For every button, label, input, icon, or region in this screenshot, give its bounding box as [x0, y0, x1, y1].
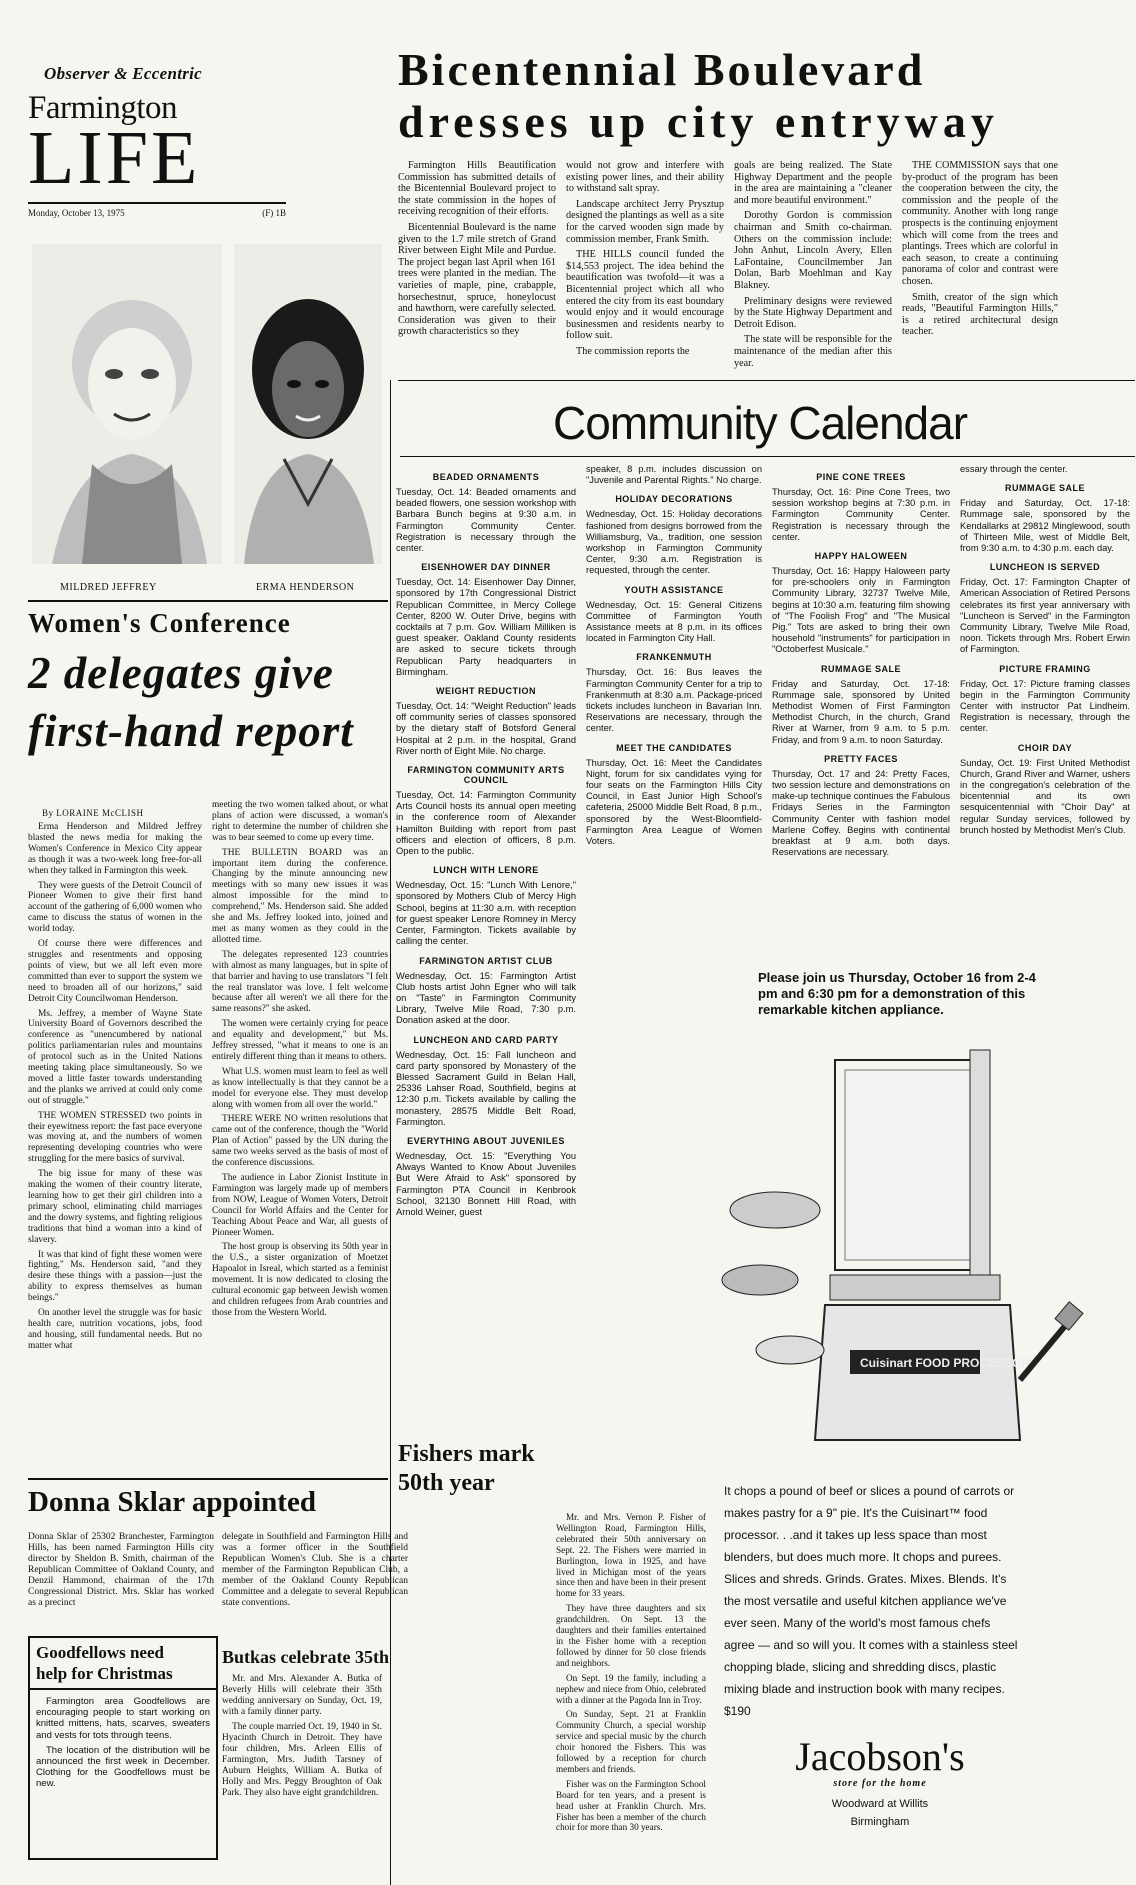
event-title: YOUTH ASSISTANCE	[624, 584, 724, 595]
event-description: Tuesday, Oct. 14: Farmington Community Arts Council hosts its annual open meeting in the conference room of Alexander Hamilton Building with report from past officers and election of officers, 8 p.m. Open to the public.	[396, 790, 576, 857]
masthead	[28, 50, 288, 210]
portrait-jeffrey	[32, 244, 222, 564]
event-continued-text: essary through the center.	[960, 464, 1068, 474]
womens-col2	[212, 800, 388, 1462]
event-title: BEADED ORNAMENTS	[432, 472, 540, 482]
ad-invitation: Please join us Thursday, October 16 from 2-4 pm and 6:30 pm for a demonstration of this remarkable kitchen appliance.	[758, 970, 1036, 1017]
page-number: (F) 1B	[262, 208, 286, 218]
goodfellows-box	[28, 1636, 218, 1860]
ad-store-tagline: store for the home	[833, 1778, 927, 1789]
paper-name: Observer & Eccentric	[44, 64, 203, 83]
paragraph: The state will be responsible for the maintenance of the median after this year.	[734, 334, 892, 369]
event-title: LUNCHEON IS SERVED	[989, 562, 1101, 573]
event-description: Wednesday, Oct. 15: Farmington Artist Club hosts artist John Egner who will talk on "Taste" in Farmington Community Library, Twelve Mile Road, 7:30 p.m. Donation asked at the door.	[396, 970, 576, 1026]
paragraph: On Sunday, Sept. 21 at Franklin Community Church, a special worship service and special music by the church choir honored the Fishers. This was followed by a reception for church members and friends.	[556, 1709, 706, 1774]
bicentennial-col2	[566, 160, 724, 372]
paragraph: Fisher was on the Farmington School Board for ten years, and a present is head usher at Franklin Church. Mrs. Fisher has been a member of the church choir for more than 30 years.	[556, 1778, 706, 1833]
bicentennial-col1	[398, 160, 556, 372]
womens-headline	[28, 644, 388, 774]
paragraph: Erma Henderson and Mildred Jeffrey blasted the news media for making the Women's Conference in Mexico City appear as though it was a two-week long free-for-all when they talked in Farmington this week.	[28, 822, 202, 876]
paragraph: The delegates represented 123 countries with almost as many languages, but in spite of that barrier and having to use translators "I felt the real translator was love. I felt welcome because after all weren't we all there for the same reasons?" she asked.	[212, 949, 388, 1015]
paragraph: THE BULLETIN BOARD was an important item during the conference. Changing by the minute announcing new meetings with so many new issues it was almost impossible for the mind to comprehend," Ms. Henderson said. She added she and Ms. Jeffrey looked into, joined and met as many women as they could in the allotted time.	[212, 847, 388, 945]
paragraph: The audience in Labor Zionist Institute in Farmington was largely made up of members from NOW, League of Women Voters, Detroit Council for World Affairs and the Center for Teaching About Peace and War, all guests of Pioneer Women.	[212, 1173, 388, 1238]
event-title: FRANKENMUTH	[636, 652, 712, 663]
event-title: CHOIR DAY	[1017, 742, 1073, 753]
event-title: MEET THE CANDIDATES	[616, 742, 732, 753]
event-description: Thursday, Oct. 16: Pine Cone Trees, two session workshop begins at 7:30 p.m. in Farmington Community Center. Registration is necessary through the center.	[772, 487, 950, 542]
section-name-line2: LIFE	[28, 116, 201, 200]
paragraph: Mr. and Mrs. Alexander A. Butka of Beverly Hills will celebrate their 35th wedding anniversary on Sunday, Oct. 19, with a family dinner party.	[222, 1674, 382, 1717]
fishers-body	[556, 1512, 706, 1852]
paragraph: Dorothy Gordon is commission chairman and Smith co-chairman. Others on the commission include: John Anhut, Lincoln Avery, Ellen LaFontaine, Councilmember Jan Dolan, Barb Moehlman and Kay Blakney.	[734, 210, 892, 291]
calendar-col2	[586, 464, 762, 847]
bicentennial-col4	[902, 160, 1058, 372]
paragraph: THE COMMISSION says that one by-product of the program has been the cooperation between the city, the commission and the people of the community. Another with long range prospects is the continuing enjoyment which will come from the trees and plantings. Trees which are colorful in each season, to create a continuing panorama of color and contrast were chosen.	[902, 160, 1058, 287]
womens-kicker: Women's Conference	[28, 608, 291, 638]
womens-col1	[28, 822, 202, 1462]
goodfellows-body	[30, 1690, 216, 1800]
paragraph: They have three daughters and six grandchildren. On Sept. 13 the daughters and their families entertained in the Fisher home with a reception followed by dinner for 50 close friends and neighbors.	[556, 1603, 706, 1668]
paragraph: The big issue for many of these was making the women of their country literate, learning how to get their girl children into a primary school, eliminating child marriages and the dowry systems, and fighting religious traditions that bind a woman into a kind of slavery.	[28, 1169, 202, 1245]
sklar-para1: Donna Sklar of 25302 Branchester, Farmington Hills, has been named Farmington Hills city director by Sheldon B. Smith, chairman of the Republican Committee of Oakland County, and Denzil Hammond, chairman of the 17th Congressional District. Mrs. Sklar has worked as a precinct	[28, 1532, 214, 1608]
ad-address1: Woodward at Willits	[831, 1798, 929, 1810]
ad-store-logo: Jacobson's	[795, 1734, 965, 1779]
event-description: Wednesday, Oct. 15: Fall luncheon and card party sponsored by Monastery of the Blessed Sacrament Guild in Belan Hall, 25336 Lahser Road, Southfield, begins at 12:30 p.m. Tickets available by calling the monastery, 28575 Middle Belt Road, Farmington.	[396, 1049, 576, 1127]
event-title: PRETTY FACES	[824, 753, 898, 764]
paragraph: Mr. and Mrs. Vernon P. Fisher of Wellington Road, Farmington Hills, celebrated their 50th anniversary on Sept. 22. The Fishers were married in Burlington, Iowa in 1925, and have lived in Michigan most of the years since then and have been in their present home for 33 years.	[556, 1512, 706, 1599]
paragraph: On Sept. 19 the family, including a nephew and niece from Ohio, celebrated with a dinner at the Pagoda Inn in Troy.	[556, 1672, 706, 1705]
event-title: EVERYTHING ABOUT JUVENILES	[407, 1135, 565, 1146]
headline-line1: Bicentennial Boulevard	[398, 44, 926, 95]
calendar-title: Community Calendar	[552, 397, 968, 449]
event-title: FARMINGTON ARTIST CLUB	[419, 955, 553, 966]
portrait-henderson	[234, 244, 382, 564]
caption-mildred-jeffrey: MILDRED JEFFREY	[60, 582, 157, 593]
event-description: Thursday, Oct. 16: Meet the Candidates Night, forum for six candidates vying for four seats on the Farmington Hills City Council, in East Junior High School's cafeteria, 25000 Middle Belt Road, 8 p.m., sponsored by the West-Bloomfield-Farmington Area League of Women Voters.	[586, 757, 762, 847]
paragraph: Preliminary designs were reviewed by the State Highway Department and Detroit Edison.	[734, 295, 892, 330]
paragraph: Farmington Hills Beautification Commission has submitted details of the Bicentennial Boulevard project to the state commission in the hopes of receiving recognition of their efforts.	[398, 160, 556, 218]
womens-headline-line1: 2 delegates give	[28, 648, 334, 698]
sklar-col2	[222, 1532, 408, 1622]
butkas-headline: Butkas celebrate 35th	[222, 1647, 389, 1667]
butkas-body	[222, 1674, 382, 1854]
event-description: Thursday, Oct. 17 and 24: Pretty Faces, two session lecture and demonstrations on make-up technique continues the Fabulous Fridays Series in the Farmington Community Center with fashion model Marlene Coffey. Begins with continental breakfast at 9 a.m. both days. Reservations are necessary.	[772, 768, 950, 858]
paragraph: Smith, creator of the sign which reads, "Beautiful Farmington Hills," is a retired architectural design teacher.	[902, 291, 1058, 338]
paragraph: Ms. Jeffrey, a member of Wayne State University Board of Governors described the conference as "unencumbered by national politics parliamentarian rules and mountains of protocol such as in the United Nations meeting taking place simultaneously. So we moved a little faster towards understanding and the planks we arrived at could only come out of struggle."	[28, 1008, 202, 1106]
paragraph: meeting the two women talked about, or what plans of action were discussed, a woman's right to determine the number of children she was to bear seemed to come up every time.	[212, 800, 388, 843]
sklar-col1	[28, 1532, 214, 1622]
machine-label: Cuisinart FOOD PROCESSOR	[860, 1356, 1031, 1370]
goodfellows-headline	[30, 1638, 216, 1690]
paragraph: It was that kind of fight these women were fighting," Ms. Henderson said, "and they desire these things with a passion—just the ability to express themselves as human beings."	[28, 1249, 202, 1304]
ad-address2: Birmingham	[850, 1816, 910, 1828]
paragraph: THE HILLS council funded the $14,553 project. The idea behind the beautification was twofold—it was a Bicentennial project which all who entered the city from its east boundary would enjoy and it would encourage businessmen and residents nearby to follow suit.	[566, 249, 724, 342]
bicentennial-col3	[734, 160, 892, 372]
event-title: PINE CONE TREES	[816, 472, 906, 482]
fishers-headline-line1: Fishers mark	[398, 1441, 535, 1467]
bicentennial-rule	[398, 380, 1135, 381]
event-description: Wednesday, Oct. 15: "Lunch With Lenore," sponsored by Mothers Club of Mercy High School, begins at 11:30 a.m. with reception for guest speaker Lenore Romney in Mercy Center, Farmington. Tickets available by calling the center.	[396, 880, 576, 947]
photo-mildred-jeffrey	[32, 244, 222, 564]
paragraph: They were guests of the Detroit Council of Pioneer Women to give their first hand account of the gathering of 6,000 women who came to discuss the status of women in the world today.	[28, 880, 202, 935]
event-title: PICTURE FRAMING	[999, 663, 1091, 674]
food-processor-illustration	[720, 1050, 1080, 1470]
calendar-col4	[960, 464, 1130, 844]
event-description: Tuesday, Oct. 14: "Weight Reduction" leads off community series of classes sponsored by the dietary staff of Botsford General Hospital at 2 p.m. in the hospital, Grand River north of Eight Mile. No charge.	[396, 701, 576, 756]
caption-erma-henderson: ERMA HENDERSON	[256, 582, 355, 593]
event-description: Friday, Oct. 17: Farmington Chapter of American Association of Retired Persons celebrates its first year anniversary with "Luncheon is Served" in the Farmington Community Library, Twelve Mile Road, noon. Tickets through Mrs. Robert Erwin of Farmington.	[960, 577, 1130, 655]
paragraph: THE WOMEN STRESSED two points in their eyewitness report: the fast pace everyone was moving at, and the numbers of women representing developing countries who were struggling for the mere basics of survival.	[28, 1110, 202, 1165]
event-description: Tuesday, Oct. 14: Eisenhower Day Dinner, sponsored by 17th Congressional District Republican Committee, in Mercy College Center, 8200 W. Outer Drive, begins with cocktails at 7 p.m. Gov. William Milliken is guest speaker. Oakland County residents are asked to secure tickets through Republican Party headquarters in Birmingham.	[396, 577, 576, 677]
event-description: Thursday, Oct. 16: Happy Haloween party for pre-schoolers only in Farmington Community Library, 32737 Twelve Mile, begins at 10:30 a.m. featuring film showing of "The Foolish Frog" and "The Musical Pig." Tots are asked to bring their own household "instruments" for participation in "Octoberfest Musicale."	[772, 566, 950, 655]
paragraph: The commission reports the	[576, 345, 690, 357]
event-description: Tuesday, Oct. 14: Beaded ornaments and beaded flowers, one session workshop with Barbara Bunch begins at 9:30 a.m. in Farmington Community Center. Registration is necessary through the center.	[396, 487, 576, 554]
event-description: Friday, Oct. 17: Picture framing classes begin in the Farmington Community Center with instructor Pat Lindheim. Registration is necessary, through the center.	[960, 678, 1130, 734]
womens-byline: By LORAINE McCLISH	[42, 808, 144, 818]
issue-date: Monday, October 13, 1975	[28, 208, 125, 218]
paragraph: would not grow and interfere with existing power lines, and their ability to withstand salt spray.	[566, 160, 724, 195]
bicentennial-headline	[398, 44, 1058, 154]
calendar-col3	[772, 464, 950, 858]
event-continued-text: speaker, 8 p.m. includes discussion on "Juvenile and Parental Rights." No charge.	[586, 464, 762, 486]
section-name-line1: Farmington	[28, 90, 177, 126]
event-description: Sunday, Oct. 19: First United Methodist Church, Grand River and Warner, ushers in the congregation's celebration of the bicentennial and its own sesquicentennial with "Choir Day" at regular Sunday services, followed by brunch hosted by Methodist Men's Club.	[960, 757, 1130, 835]
paragraph: THERE WERE NO written resolutions that came out of the conference, though the "World Plan of Action" passed by the UN during the same two weeks served as the basis of most of the conference discussions.	[212, 1114, 388, 1169]
paragraph: Farmington area Goodfellows are encouraging people to start working on knitted mittens, hats, scarves, sweaters and vests for tots through teens.	[36, 1696, 210, 1741]
event-description: Friday and Saturday, Oct. 17-18: Rummage sale, sponsored by United Methodist Women of First Farmington Methodist Church, in the church, Grand River at Warner, from 9 a.m. to 5 p.m. Friday, and from 9 a.m. to noon Saturday.	[772, 678, 950, 745]
event-description: Wednesday, Oct. 15: "Everything You Always Wanted to Know About Juveniles But Were Afraid to Ask" sponsored by Farmington PTA Council in Kenbrook School, 32130 Bonnett Hill Road, with Arnold Weiner, guest	[396, 1150, 576, 1217]
paragraph: goals are being realized. The State Highway Department and the people in the area are maintaining a "cleaner and more beautiful environment."	[734, 160, 892, 206]
fishers-headline-line2: 50th year	[398, 1470, 495, 1496]
masthead-dateline	[28, 206, 286, 222]
fishers-headline	[398, 1440, 588, 1510]
cuisinart-ad	[700, 970, 1130, 1850]
paragraph: Bicentennial Boulevard is the name given to the 1.7 mile stretch of Grand River between Eight Mile and Purdue. The project began last April when 161 trees were planted in the median. The varieties of maple, pine, crabapple, horsechestnut, spruce, honeylocust and hawthorn, were carefully selected. Consideration was given to their growth characteristics so they	[398, 221, 556, 338]
sklar-para2: delegate in Southfield and Farmington Hills and was a former officer in the Southfield Republican Women's Club. She is a charter member of the Farmington Republican Club, a member of the Oakland County Republican Committee and a delegate to several Republican state conventions.	[222, 1532, 408, 1608]
event-description: Friday and Saturday, Oct. 17-18: Rummage sale, sponsored by the Kendallarks at 29812 Minglewood, south of Thirteen Mile, west of Middle Belt, from 9:30 a.m. to 4:30 p.m. each day.	[960, 498, 1130, 554]
paragraph: The women were certainly crying for peace and equality and development," but Ms. Jeffrey stressed, "what it means to one is an entirely different thing than it means to others.	[212, 1019, 388, 1062]
paragraph: The host group is observing its 50th year in the U.S., a sister organization of Moetzet Hapoalot in Isreal, which started as a feminist movement. It is now dedicated to closing the cultural economic gap between Jewish women and children refugees from Arab countries and those from the Western World.	[212, 1242, 388, 1318]
event-title: LUNCHEON AND CARD PARTY	[413, 1034, 559, 1045]
event-title: HAPPY HALOWEEN	[814, 551, 908, 562]
paragraph: Of course there were differences and struggles and resentments and opposing points of view, but we all left even more committed than ever to support the system we need to broaden all of our horizons," said Detroit City Councilwoman Henderson.	[28, 939, 202, 1004]
goodfellows-headline-line1: Goodfellows need	[36, 1643, 164, 1662]
photo-erma-henderson	[234, 244, 382, 564]
event-title: RUMMAGE SALE	[821, 663, 901, 674]
headline-line2: dresses up city entryway	[398, 96, 999, 147]
event-title: FARMINGTON COMMUNITY ARTS COUNCIL	[407, 765, 565, 786]
paragraph: The location of the distribution will be announced the first week in December. Clothing for the Goodfellows must be new.	[36, 1744, 210, 1790]
paragraph: The couple married Oct. 19, 1940 in St. Hyacinth Church in Detroit. They have four children, Mrs. Arleen Ellis of Farmington, Mrs. Judith Tarsney of Auburn Heights, William A. Butka of Holly and Mrs. Peggy Broughton of Oak Park. They also have eight grandchildren.	[222, 1722, 382, 1798]
event-title: HOLIDAY DECORATIONS	[615, 494, 733, 505]
paragraph: What U.S. women must learn to feel as well as know intellectually is that they cannot be a model for everyone else. They must develop along with women from all over the world."	[212, 1066, 388, 1110]
womens-headline-line2: first-hand report	[28, 706, 354, 756]
event-title: WEIGHT REDUCTION	[436, 686, 536, 697]
event-description: Wednesday, Oct. 15: General Citizens Committee of Farmington Youth Assistance meets at 8 p.m. in its offices located in Farmington City Hall.	[586, 599, 762, 644]
event-description: Thursday, Oct. 16: Bus leaves the Farmington Community Center for a trip to Frankenmuth at 8:30 a.m. Package-priced tickets includes luncheon in Bavarian Inn. Reservations are necessary, through the center.	[586, 667, 762, 734]
event-title: RUMMAGE SALE	[1005, 483, 1085, 494]
sklar-headline: Donna Sklar appointed	[28, 1486, 316, 1518]
event-description: Wednesday, Oct. 15: Holiday decorations fashioned from designs borrowed from the Williamsburg, Va., tradition, one session workshop in Farmington Community Center, 9:30 a.m. Registration is requested, through the center.	[586, 509, 762, 576]
paragraph: Landscape architect Jerry Prysztup designed the plantings as well as a site for the carved wooden sign made by commission member, Frank Smith.	[566, 198, 724, 245]
event-title: EISENHOWER DAY DINNER	[421, 562, 551, 573]
goodfellows-headline-line2: help for Christmas	[36, 1664, 173, 1683]
paragraph: On another level the struggle was for basic health care, nutrition vocations, jobs, food and housing, still fundamental needs. But no matter what	[28, 1308, 202, 1351]
calendar-col1	[396, 464, 576, 1584]
ad-body: It chops a pound of beef or slices a pound of carrots or makes pastry for a 9" pie. It's the Cuisinart™ food processor. . .and it takes up less space than most blenders, but does much more. It chops and purees. Slices and shreds. Grinds. Grates. Mixes. Blends. It's the most versatile and useful kitchen appliance we've ever seen. Many of the world's most famous chefs agree — and so will you. It comes with a stainless steel chopping blade, slicing and shredding discs, plastic mixing blade and instruction book with many recipes. $190	[724, 1484, 1018, 1718]
event-title: LUNCH WITH LENORE	[433, 865, 539, 876]
